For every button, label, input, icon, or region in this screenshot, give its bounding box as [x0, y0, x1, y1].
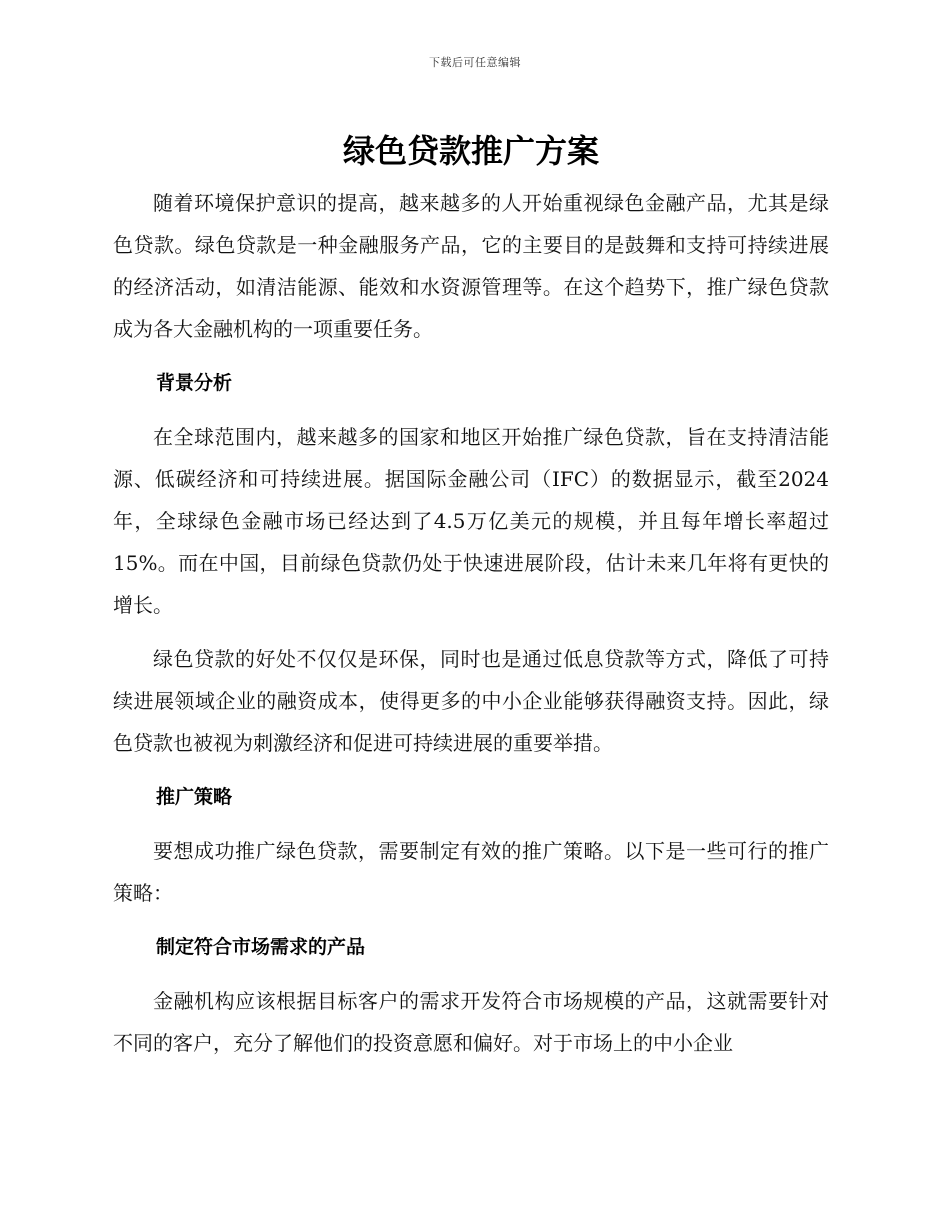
- document-title: 绿色贷款推广方案: [342, 132, 599, 170]
- section-heading-strategy: 推广策略: [156, 786, 233, 808]
- section-heading-background: 背景分析: [156, 372, 233, 394]
- section-heading-products: 制定符合市场需求的产品: [156, 936, 366, 958]
- paragraph-strategy-intro: 要想成功推广绿色贷款，需要制定有效的推广策略。以下是一些可行的推广策略：: [113, 839, 829, 905]
- document-body: [113, 128, 829, 1076]
- paragraph-products: 金融机构应该根据目标客户的需求开发符合市场规模的产品，这就需要针对不同的客户，充分了解他们的投资意愿和偏好。对于市场上的中小企业: [113, 989, 829, 1055]
- header-note: 下载后可任意编辑: [429, 56, 521, 69]
- paragraph-intro: 随着环境保护意识的提高，越来越多的人开始重视绿色金融产品，尤其是绿色贷款。绿色贷款是一种金融服务产品，它的主要目的是鼓舞和支持可持续进展的经济活动，如清洁能源、能效和水资源管理等。在这个趋势下，推广绿色贷款成为各大金融机构的一项重要任务。: [113, 191, 829, 341]
- paragraph-global-market: 在全球范围内，越来越多的国家和地区开始推广绿色贷款，旨在支持清洁能源、低碳经济和可持续进展。据国际金融公司（IFC）的数据显示，截至2024年，全球绿色金融市场已经达到了4.5万亿美元的规模，并且每年增长率超过15%。而在中国，目前绿色贷款仍处于快速进展阶段，估计未来几年将有更快的增长。: [113, 425, 829, 617]
- paragraph-benefits: 绿色贷款的好处不仅仅是环保，同时也是通过低息贷款等方式，降低了可持续进展领域企业的融资成本，使得更多的中小企业能够获得融资支持。因此，绿色贷款也被视为刺激经济和促进可持续进展的重要举措。: [113, 647, 829, 755]
